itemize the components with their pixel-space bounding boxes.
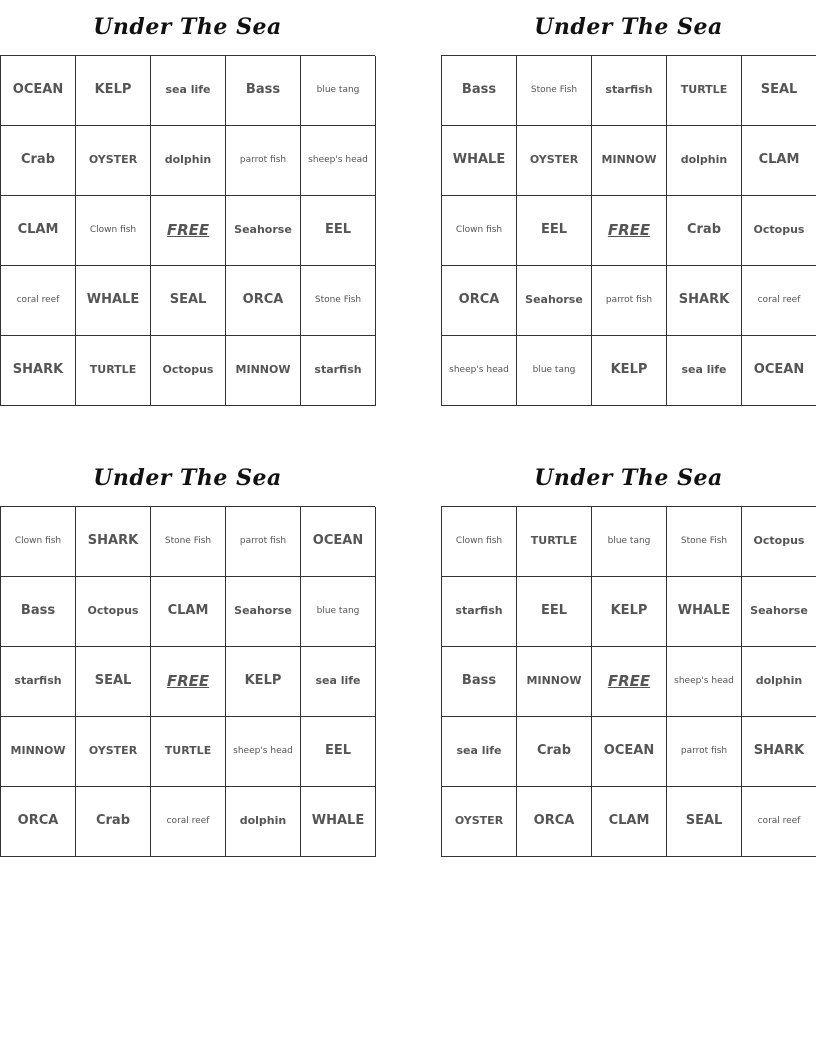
bingo-cell: sea life xyxy=(667,336,742,406)
bingo-card xyxy=(0,461,375,857)
bingo-cell: Seahorse xyxy=(226,577,301,647)
bingo-cell: CLAM xyxy=(1,196,76,266)
bingo-card xyxy=(0,10,375,406)
bingo-cell: parrot fish xyxy=(226,126,301,196)
bingo-cell: MINNOW xyxy=(1,717,76,787)
bingo-cell: parrot fish xyxy=(667,717,742,787)
bingo-cell: OCEAN xyxy=(592,717,667,787)
bingo-cell: Crab xyxy=(517,717,592,787)
card-title: Under The Sea xyxy=(534,465,723,491)
card-title: Under The Sea xyxy=(93,465,282,491)
bingo-cell: WHALE xyxy=(667,577,742,647)
bingo-cell: starfish xyxy=(301,336,376,406)
bingo-cell: WHALE xyxy=(76,266,151,336)
bingo-cell: CLAM xyxy=(151,577,226,647)
bingo-cell: Octopus xyxy=(151,336,226,406)
bingo-cell: starfish xyxy=(592,56,667,126)
bingo-cell: sheep's head xyxy=(301,126,376,196)
free-space: FREE xyxy=(151,647,226,717)
bingo-cell: ORCA xyxy=(517,787,592,857)
bingo-cell: coral reef xyxy=(1,266,76,336)
bingo-cell: starfish xyxy=(442,577,517,647)
bingo-grid xyxy=(441,55,816,406)
bingo-cell: dolphin xyxy=(151,126,226,196)
bingo-cell: WHALE xyxy=(442,126,517,196)
bingo-cell: OYSTER xyxy=(517,126,592,196)
bingo-cell: OCEAN xyxy=(301,507,376,577)
bingo-cell: Octopus xyxy=(742,196,816,266)
free-space: FREE xyxy=(592,647,667,717)
bingo-cell: blue tang xyxy=(301,56,376,126)
bingo-cell: WHALE xyxy=(301,787,376,857)
bingo-cell: TURTLE xyxy=(517,507,592,577)
bingo-cell: TURTLE xyxy=(76,336,151,406)
bingo-cell: CLAM xyxy=(742,126,816,196)
bingo-cell: EEL xyxy=(517,577,592,647)
bingo-cell: EEL xyxy=(301,196,376,266)
bingo-cell: Crab xyxy=(76,787,151,857)
bingo-cell: TURTLE xyxy=(667,56,742,126)
bingo-cell: Stone Fish xyxy=(517,56,592,126)
bingo-cell: Seahorse xyxy=(226,196,301,266)
bingo-cell: Crab xyxy=(1,126,76,196)
bingo-cell: sheep's head xyxy=(442,336,517,406)
bingo-cell: sheep's head xyxy=(667,647,742,717)
bingo-cell: blue tang xyxy=(301,577,376,647)
bingo-cell: Crab xyxy=(667,196,742,266)
bingo-cell: Octopus xyxy=(76,577,151,647)
bingo-cell: KELP xyxy=(226,647,301,717)
bingo-cell: dolphin xyxy=(742,647,816,717)
bingo-cell: SHARK xyxy=(742,717,816,787)
bingo-cell: ORCA xyxy=(442,266,517,336)
bingo-cell: KELP xyxy=(592,336,667,406)
bingo-cell: Clown fish xyxy=(76,196,151,266)
bingo-card xyxy=(441,461,816,857)
bingo-cell: blue tang xyxy=(592,507,667,577)
card-title: Under The Sea xyxy=(93,14,282,40)
bingo-cell: SHARK xyxy=(1,336,76,406)
bingo-cell: starfish xyxy=(1,647,76,717)
bingo-cell: Bass xyxy=(1,577,76,647)
bingo-cell: CLAM xyxy=(592,787,667,857)
bingo-cell: coral reef xyxy=(742,787,816,857)
bingo-cell: SHARK xyxy=(667,266,742,336)
bingo-cell: SHARK xyxy=(76,507,151,577)
bingo-cell: parrot fish xyxy=(592,266,667,336)
bingo-cell: sea life xyxy=(442,717,517,787)
bingo-cell: coral reef xyxy=(742,266,816,336)
bingo-cell: Clown fish xyxy=(442,196,517,266)
free-space: FREE xyxy=(592,196,667,266)
bingo-cell: MINNOW xyxy=(226,336,301,406)
bingo-cell: OYSTER xyxy=(76,717,151,787)
bingo-cell: Stone Fish xyxy=(667,507,742,577)
bingo-cell: parrot fish xyxy=(226,507,301,577)
bingo-cell: blue tang xyxy=(517,336,592,406)
bingo-cell: KELP xyxy=(592,577,667,647)
bingo-cell: Clown fish xyxy=(1,507,76,577)
bingo-cell: Octopus xyxy=(742,507,816,577)
bingo-card xyxy=(441,10,816,406)
bingo-cell: Stone Fish xyxy=(151,507,226,577)
bingo-cell: Bass xyxy=(442,647,517,717)
bingo-grid xyxy=(0,55,375,406)
bingo-cell: sheep's head xyxy=(226,717,301,787)
bingo-cell: KELP xyxy=(76,56,151,126)
bingo-cell: SEAL xyxy=(76,647,151,717)
bingo-cell: Seahorse xyxy=(517,266,592,336)
bingo-cell: EEL xyxy=(301,717,376,787)
bingo-cell: sea life xyxy=(301,647,376,717)
card-title: Under The Sea xyxy=(534,14,723,40)
bingo-cell: SEAL xyxy=(667,787,742,857)
bingo-cell: dolphin xyxy=(226,787,301,857)
bingo-cell: Bass xyxy=(442,56,517,126)
bingo-grid xyxy=(441,506,816,857)
bingo-cell: Stone Fish xyxy=(301,266,376,336)
bingo-cell: MINNOW xyxy=(517,647,592,717)
bingo-grid xyxy=(0,506,375,857)
bingo-cell: SEAL xyxy=(151,266,226,336)
bingo-cell: SEAL xyxy=(742,56,816,126)
bingo-cell: coral reef xyxy=(151,787,226,857)
bingo-cell: Bass xyxy=(226,56,301,126)
bingo-cell: EEL xyxy=(517,196,592,266)
bingo-cell: ORCA xyxy=(226,266,301,336)
bingo-cell: OCEAN xyxy=(1,56,76,126)
bingo-cell: sea life xyxy=(151,56,226,126)
bingo-cell: Clown fish xyxy=(442,507,517,577)
bingo-cell: MINNOW xyxy=(592,126,667,196)
free-space: FREE xyxy=(151,196,226,266)
bingo-cell: OYSTER xyxy=(442,787,517,857)
bingo-cell: Seahorse xyxy=(742,577,816,647)
bingo-cell: TURTLE xyxy=(151,717,226,787)
bingo-cell: OYSTER xyxy=(76,126,151,196)
bingo-cell: ORCA xyxy=(1,787,76,857)
bingo-cell: dolphin xyxy=(667,126,742,196)
bingo-cell: OCEAN xyxy=(742,336,816,406)
